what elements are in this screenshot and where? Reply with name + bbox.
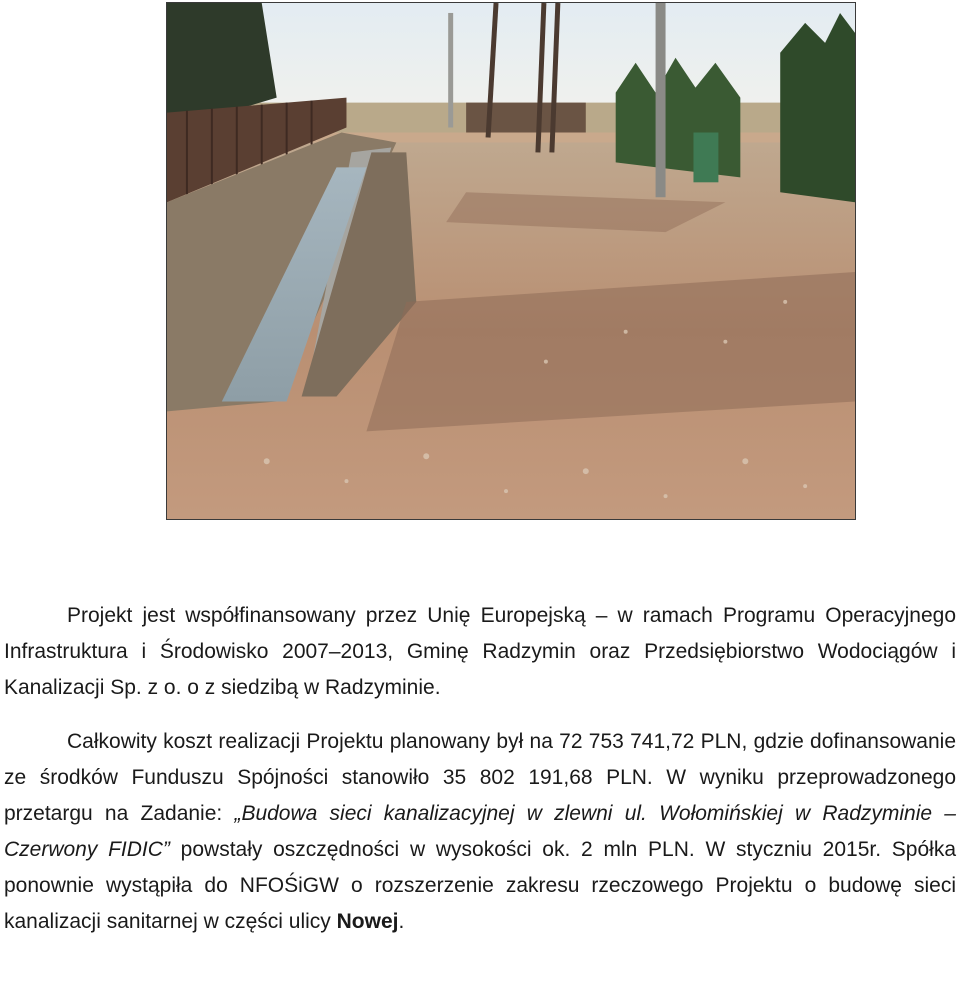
paragraph-savings-text: powstały oszczędności w wysokości ok. 2 mln PLN. W styczniu 2015r. Spółka ponownie wystąpiła do NFOŚiGW o rozszerzenie zakresu rzeczowego Projektu o budowę sieci kanalizacji sanitarnej w części ulicy: [4, 838, 956, 933]
article-text: [4, 598, 956, 940]
paragraph-end: .: [398, 910, 405, 933]
paragraph-cost-text: Całkowity koszt realizacji Projektu planowany był na 72 753 741,72 PLN, gdzie dofinansowanie ze środków Funduszu Spójności stanowiło 35 802 191,68 PLN. W wyniku przeprowadzonego przetargu na Zadanie:: [4, 730, 956, 825]
street-name: Nowej: [336, 910, 399, 933]
photo-rural-road-drainage-ditch-icon: [167, 3, 855, 519]
paragraph-cofinancing: Projekt jest współfinansowany przez Unię Europejską – w ramach Programu Operacyjnego Infrastruktura i Środowisko 2007–2013, Gminę Radzymin oraz Przedsiębiorstwo Wodociągów i Kanalizacji Sp. z o. o z siedzibą w Radzyminie.: [4, 604, 956, 699]
paragraph-project-cost: [4, 724, 956, 940]
project-photo: [166, 2, 856, 520]
task-name: „Budowa sieci kanalizacyjnej w zlewni ul. Wołomińskiej w Radzyminie – Czerwony FIDIC”: [4, 802, 956, 861]
